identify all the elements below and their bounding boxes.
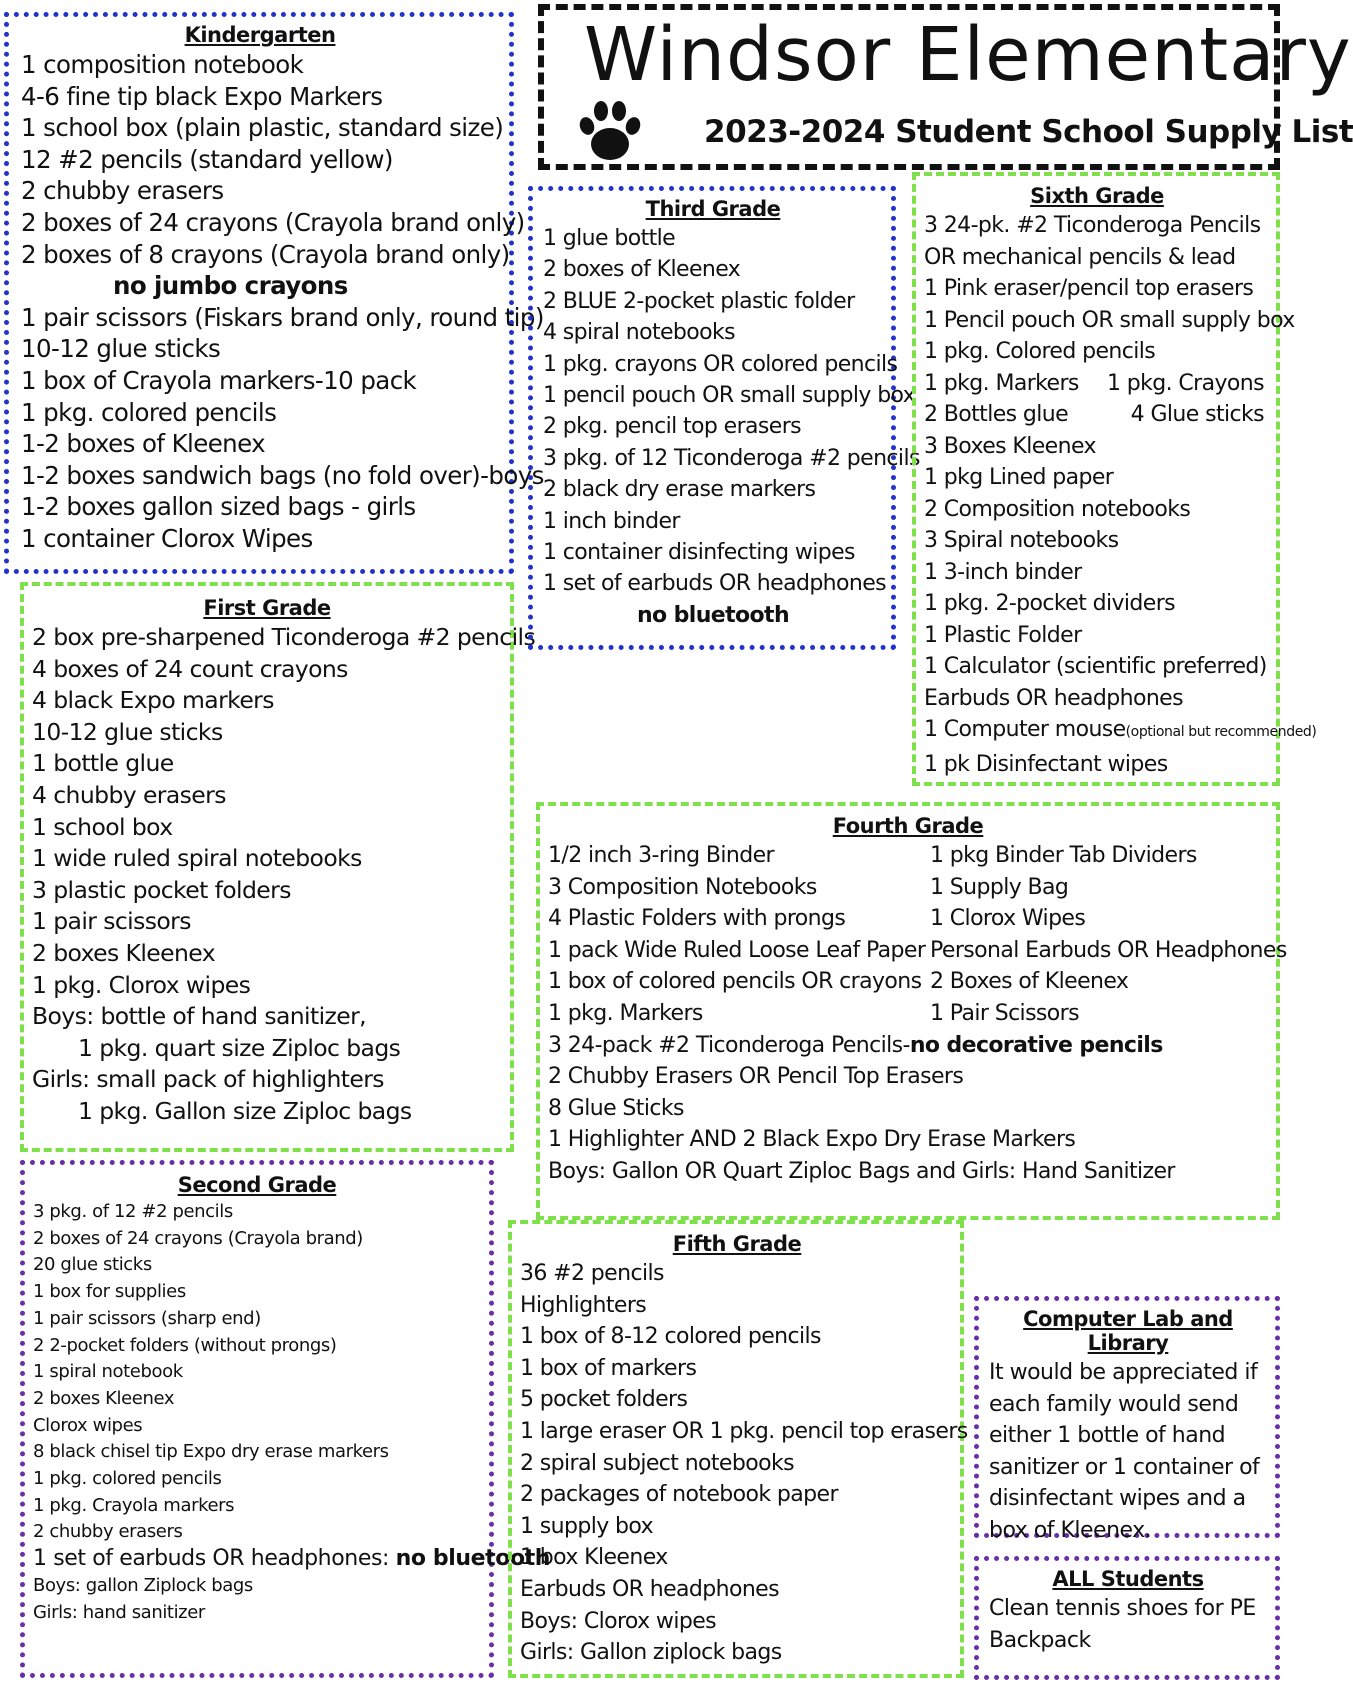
list-item: Boys: Gallon OR Quart Ziploc Bags and Girls: Hand Sanitizer xyxy=(548,1158,1175,1184)
list-item: 1 pkg. Markers xyxy=(548,1000,703,1026)
fifth-grade-list xyxy=(520,1258,968,1669)
list-item: 4 Plastic Folders with prongs xyxy=(548,906,846,932)
sixth-grade-box xyxy=(912,172,1317,786)
list-item: Boys: gallon Ziplock bags xyxy=(33,1574,253,1596)
list-item: 2 packages of notebook paper xyxy=(520,1482,838,1508)
list-item: 4 chubby erasers xyxy=(32,780,226,809)
list-item: Girls: small pack of highlighters xyxy=(32,1065,384,1094)
list-item: 1 pkg. Crayola markers xyxy=(33,1494,235,1516)
list-item: 3 pkg. of 12 Ticonderoga #2 pencils xyxy=(543,445,920,471)
kindergarten-heading: Kindergarten xyxy=(184,23,336,47)
list-item: 2 box pre-sharpened Ticonderoga #2 pencils xyxy=(32,623,536,651)
computer-lab-box xyxy=(974,1296,1280,1543)
list-item: 2 spiral subject notebooks xyxy=(520,1450,794,1476)
list-item: 5 pocket folders xyxy=(520,1387,688,1413)
list-item: 1 Plastic Folder xyxy=(924,622,1082,648)
list-item: 1 Highlighter AND 2 Black Expo Dry Erase Markers xyxy=(548,1127,1076,1153)
list-item: 1 box of colored pencils OR crayons xyxy=(548,969,922,995)
list-item: 2 boxes of 8 crayons (Crayola brand only) xyxy=(21,239,510,269)
list-item: 1 box of Crayola markers-10 pack xyxy=(21,365,417,395)
list-item: 10-12 glue sticks xyxy=(21,334,221,364)
list-item: Clean tennis shoes for PE xyxy=(989,1596,1256,1621)
pencils-note: no decorative pencils xyxy=(909,1032,1163,1058)
list-item: 1 pkg. Clorox wipes xyxy=(32,970,251,999)
list-item: 1 box for supplies xyxy=(33,1281,186,1303)
kindergarten-list xyxy=(21,49,544,555)
second-grade-heading: Second Grade xyxy=(177,1173,337,1197)
list-item: 1 Supply Bag xyxy=(930,874,1069,900)
all-students-heading: ALL Students xyxy=(1052,1567,1204,1591)
list-item: 36 #2 pencils xyxy=(520,1261,664,1286)
fourth-grade-left-list xyxy=(548,840,925,1030)
list-item: Highlighters xyxy=(520,1292,647,1318)
list-item xyxy=(33,1546,551,1573)
fourth-grade-heading: Fourth Grade xyxy=(832,814,984,838)
list-item: 1 container Clorox Wipes xyxy=(21,523,313,553)
list-item xyxy=(924,399,1270,431)
list-item: 1 pair scissors (sharp end) xyxy=(33,1307,261,1329)
fourth-grade-box xyxy=(536,802,1287,1220)
list-item: 2 boxes of Kleenex xyxy=(543,257,741,283)
list-item: 1-2 boxes gallon sized bags - girls xyxy=(21,492,416,522)
list-item: 2 Chubby Erasers OR Pencil Top Erasers xyxy=(548,1064,964,1090)
list-item: 3 Boxes Kleenex xyxy=(924,433,1096,459)
list-item: 1 pkg. 2-pocket dividers xyxy=(924,591,1176,616)
list-item: 2 boxes Kleenex xyxy=(33,1387,175,1409)
crayons-item: 1 pkg. Crayons xyxy=(1106,370,1264,396)
list-item: Clorox wipes xyxy=(33,1414,143,1436)
list-item: 1 set of earbuds OR headphones xyxy=(543,571,887,597)
list-item: OR mechanical pencils & lead xyxy=(924,244,1236,270)
third-grade-heading: Third Grade xyxy=(645,197,781,221)
list-item: 3 plastic pocket folders xyxy=(32,875,291,904)
list-item: 1 school box xyxy=(32,812,173,841)
list-item: 1 pkg. colored pencils xyxy=(21,397,277,427)
list-item: 2 Composition notebooks xyxy=(924,496,1191,522)
list-item: Boys: bottle of hand sanitizer, xyxy=(32,1002,367,1031)
page-subtitle: 2023-2024 Student School Supply List xyxy=(704,114,1353,150)
list-item: Personal Earbuds OR Headphones xyxy=(930,937,1287,963)
list-item: 10-12 glue sticks xyxy=(32,717,223,746)
list-item: 3 24-pk. #2 Ticonderoga Pencils xyxy=(924,213,1261,238)
list-item: 2 pkg. pencil top erasers xyxy=(543,414,802,440)
list-item: 2 chubby erasers xyxy=(33,1521,183,1543)
list-item: 4 boxes of 24 count crayons xyxy=(32,654,348,683)
all-students-box xyxy=(974,1556,1280,1680)
list-item: Earbuds OR headphones xyxy=(520,1576,779,1602)
list-item: 1 pkg. Colored pencils xyxy=(924,339,1156,364)
list-item xyxy=(548,1030,1268,1062)
mouse-note: (optional but recommended) xyxy=(1125,724,1317,740)
list-item: 1 inch binder xyxy=(543,508,680,534)
list-item: 1 composition notebook xyxy=(21,50,304,79)
list-item: 1 pkg. Gallon size Ziploc bags xyxy=(78,1096,412,1125)
first-grade-heading: First Grade xyxy=(203,596,331,620)
list-item: 1 Pencil pouch OR small supply box xyxy=(924,307,1295,333)
second-grade-list xyxy=(33,1199,551,1626)
list-item: 1/2 inch 3-ring Binder xyxy=(548,843,774,868)
computer-lab-heading: Computer Lab and Library xyxy=(1023,1307,1233,1355)
list-item: 1 pkg Lined paper xyxy=(924,465,1114,490)
list-item: 1 pack Wide Ruled Loose Leaf Paper xyxy=(548,937,926,963)
list-item: 4-6 fine tip black Expo Markers xyxy=(21,81,383,111)
paw-print-icon xyxy=(574,96,646,166)
list-item: 1 pair scissors (Fiskars brand only, round tip) xyxy=(21,302,544,332)
earbuds-text: 1 set of earbuds OR headphones: xyxy=(33,1546,390,1572)
list-item: 1 glue bottle xyxy=(543,226,676,251)
first-grade-list xyxy=(32,622,536,1128)
list-item xyxy=(924,368,1270,400)
list-item: Girls: hand sanitizer xyxy=(33,1601,205,1623)
kindergarten-note: no jumbo crayons xyxy=(113,271,348,301)
list-item: 1 supply box xyxy=(520,1513,654,1539)
first-grade-box xyxy=(20,582,536,1152)
list-item: 3 Spiral notebooks xyxy=(924,528,1119,553)
earbuds-note: no bluetooth xyxy=(395,1546,551,1572)
third-grade-box xyxy=(528,186,920,650)
list-item: 4 spiral notebooks xyxy=(543,320,736,346)
list-item: 20 glue sticks xyxy=(33,1254,152,1276)
computer-lab-text: It would be appreciated if each family would send either 1 bottle of hand sanitizer or 1 container of disinfectant wipes and a box of Kleenex. xyxy=(989,1360,1260,1543)
list-item: 1 Calculator (scientific preferred) xyxy=(924,654,1267,679)
glue-sticks-item: 4 Glue sticks xyxy=(1130,402,1264,427)
list-item: 1 Pair Scissors xyxy=(930,1000,1079,1026)
list-item: Earbuds OR headphones xyxy=(924,685,1183,711)
list-item: 2 black dry erase markers xyxy=(543,477,816,503)
list-item: Girls: Gallon ziplock bags xyxy=(520,1640,782,1666)
list-item: 3 Composition Notebooks xyxy=(548,874,817,900)
list-item: 1 pk Disinfectant wipes xyxy=(924,751,1168,777)
list-item: 12 #2 pencils (standard yellow) xyxy=(21,144,393,174)
list-item: 1 box Kleenex xyxy=(520,1545,668,1571)
list-item: 1 wide ruled spiral notebooks xyxy=(32,844,362,873)
list-item: Backpack xyxy=(989,1628,1091,1653)
list-item: 8 Glue Sticks xyxy=(548,1095,684,1121)
pencils-item: 3 24-pack #2 Ticonderoga Pencils- xyxy=(548,1032,910,1058)
list-item xyxy=(924,714,1317,749)
fifth-grade-box xyxy=(508,1220,968,1678)
list-item: 2 boxes of 24 crayons (Crayola brand only) xyxy=(21,207,525,237)
list-item: 1 3-inch binder xyxy=(924,559,1082,585)
list-item: 1 container disinfecting wipes xyxy=(543,540,855,566)
list-item: 1 Pink eraser/pencil top erasers xyxy=(924,276,1254,301)
list-item: 2 BLUE 2-pocket plastic folder xyxy=(543,288,855,314)
markers-item: 1 pkg. Markers xyxy=(924,370,1079,396)
list-item: 1 spiral notebook xyxy=(33,1361,183,1383)
list-item: 2 boxes Kleenex xyxy=(32,938,216,967)
list-item: 1 Clorox Wipes xyxy=(930,906,1086,932)
list-item: 1 box of markers xyxy=(520,1355,697,1381)
list-item: 1 pkg. colored pencils xyxy=(33,1468,222,1490)
list-item: 1 pkg. quart size Ziploc bags xyxy=(78,1033,401,1062)
list-item: 1 school box (plain plastic, standard size) xyxy=(21,113,504,143)
sixth-grade-heading: Sixth Grade xyxy=(1030,184,1164,208)
list-item: 1 bottle glue xyxy=(32,749,174,778)
fourth-grade-columns xyxy=(548,840,1287,1030)
third-grade-list xyxy=(543,223,920,631)
list-item: 1-2 boxes of Kleenex xyxy=(21,429,266,459)
list-item: 3 pkg. of 12 #2 pencils xyxy=(33,1201,233,1222)
all-students-list xyxy=(989,1593,1267,1657)
third-grade-note: no bluetooth xyxy=(636,602,790,628)
sixth-grade-list xyxy=(924,210,1317,780)
mouse-item: 1 Computer mouse xyxy=(924,717,1126,742)
list-item: 1 pencil pouch OR small supply box xyxy=(543,383,916,409)
fourth-grade-right-list xyxy=(930,840,1287,1030)
list-item: 2 2-pocket folders (without prongs) xyxy=(33,1334,337,1356)
list-item: 1 pair scissors xyxy=(32,907,191,936)
list-item: 1 pkg Binder Tab Dividers xyxy=(930,843,1197,868)
list-item: 8 black chisel tip Expo dry erase markers xyxy=(33,1441,389,1463)
list-item: 4 black Expo markers xyxy=(32,686,274,715)
list-item: 1-2 boxes sandwich bags (no fold over)-boys xyxy=(21,460,544,490)
list-item: 1 large eraser OR 1 pkg. pencil top erasers xyxy=(520,1418,968,1444)
list-item: 2 Boxes of Kleenex xyxy=(930,969,1129,995)
kindergarten-box xyxy=(4,12,544,574)
fifth-grade-heading: Fifth Grade xyxy=(672,1232,802,1256)
list-item: 2 boxes of 24 crayons (Crayola brand) xyxy=(33,1227,363,1249)
fourth-grade-list xyxy=(548,1030,1268,1188)
header-box xyxy=(538,4,1353,170)
second-grade-box xyxy=(20,1160,551,1678)
list-item: 1 box of 8-12 colored pencils xyxy=(520,1324,821,1350)
page-title: Windsor Elementary xyxy=(584,12,1352,98)
list-item: 1 pkg. crayons OR colored pencils xyxy=(543,351,898,377)
glue-item: 2 Bottles glue xyxy=(924,402,1069,427)
list-item: Boys: Clorox wipes xyxy=(520,1608,716,1634)
list-item: 2 chubby erasers xyxy=(21,176,224,206)
